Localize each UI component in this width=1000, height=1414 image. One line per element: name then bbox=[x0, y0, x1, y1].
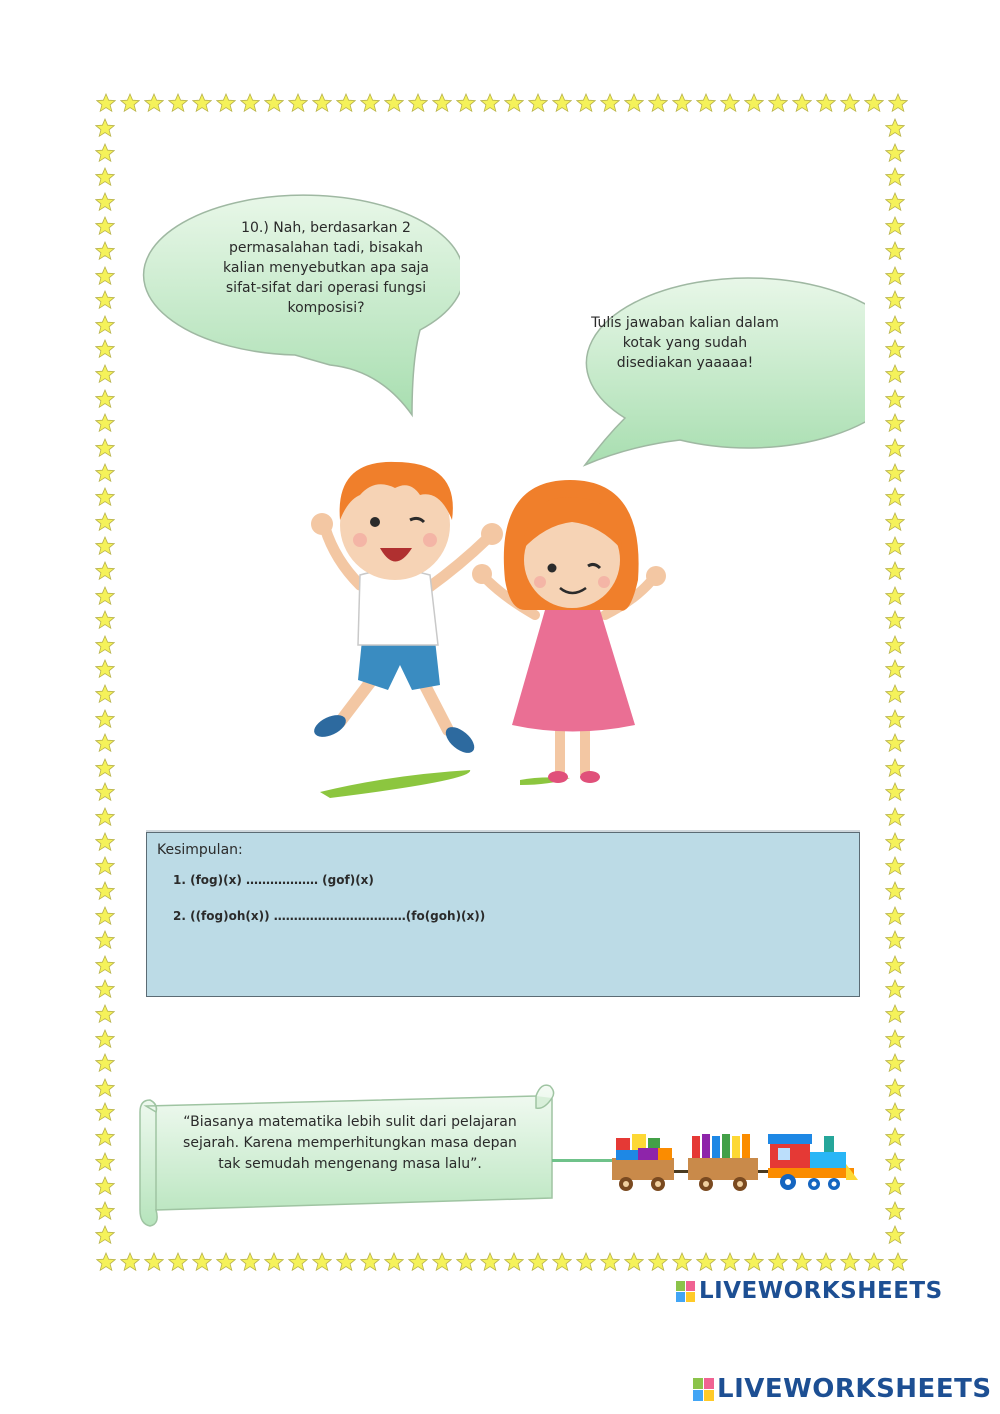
star-icon bbox=[792, 93, 812, 113]
star-icon bbox=[885, 266, 905, 286]
star-icon bbox=[816, 1252, 836, 1272]
star-icon bbox=[885, 216, 905, 236]
star-icon bbox=[720, 1252, 740, 1272]
star-icon bbox=[96, 93, 116, 113]
star-icon bbox=[95, 1078, 115, 1098]
star-icon bbox=[885, 1152, 905, 1172]
star-icon bbox=[95, 1053, 115, 1073]
boy-figure bbox=[311, 462, 503, 758]
star-icon bbox=[885, 512, 905, 532]
star-icon bbox=[95, 1127, 115, 1147]
star-icon bbox=[672, 1252, 692, 1272]
star-icon bbox=[576, 1252, 596, 1272]
brand-text-top: LIVEWORKSHEETS bbox=[699, 1278, 943, 1304]
star-icon bbox=[648, 1252, 668, 1272]
star-icon bbox=[120, 1252, 140, 1272]
star-icon bbox=[360, 93, 380, 113]
star-icon bbox=[168, 1252, 188, 1272]
star-icon bbox=[885, 1127, 905, 1147]
star-icon bbox=[95, 536, 115, 556]
star-icon bbox=[672, 93, 692, 113]
star-icon bbox=[885, 635, 905, 655]
star-icon bbox=[888, 1252, 908, 1272]
star-icon bbox=[885, 192, 905, 212]
star-icon bbox=[885, 487, 905, 507]
star-icon bbox=[408, 93, 428, 113]
conclusion-box bbox=[146, 832, 860, 997]
star-icon bbox=[648, 93, 668, 113]
star-icon bbox=[384, 93, 404, 113]
star-icon bbox=[885, 118, 905, 138]
star-icon bbox=[95, 856, 115, 876]
star-icon bbox=[744, 93, 764, 113]
star-icon bbox=[885, 438, 905, 458]
star-icon bbox=[885, 1225, 905, 1245]
star-icon bbox=[95, 1004, 115, 1024]
star-icon bbox=[95, 807, 115, 827]
star-icon bbox=[95, 586, 115, 606]
star-icon bbox=[192, 1252, 212, 1272]
star-icon bbox=[504, 93, 524, 113]
star-icon bbox=[95, 167, 115, 187]
star-icon bbox=[95, 339, 115, 359]
star-icon bbox=[885, 659, 905, 679]
star-icon bbox=[95, 512, 115, 532]
star-icon bbox=[95, 266, 115, 286]
star-icon bbox=[95, 1152, 115, 1172]
star-icon bbox=[624, 1252, 644, 1272]
star-icon bbox=[95, 1029, 115, 1049]
star-icon bbox=[168, 93, 188, 113]
star-icon bbox=[885, 290, 905, 310]
girl-figure bbox=[472, 480, 666, 783]
star-icon bbox=[885, 955, 905, 975]
star-icon bbox=[95, 192, 115, 212]
star-icon bbox=[95, 315, 115, 335]
live-badge-icon bbox=[676, 1281, 696, 1303]
star-icon bbox=[600, 1252, 620, 1272]
star-icon bbox=[216, 1252, 236, 1272]
star-icon bbox=[95, 979, 115, 999]
star-icon bbox=[336, 1252, 356, 1272]
star-icon bbox=[216, 93, 236, 113]
star-icon bbox=[885, 758, 905, 778]
star-icon bbox=[885, 586, 905, 606]
star-icon bbox=[885, 881, 905, 901]
star-icon bbox=[720, 93, 740, 113]
star-icon bbox=[312, 93, 332, 113]
quote-text: “Biasanya matematika lebih sulit dari pelajaran sejarah. Karena memperhitungkan masa depan tak semudah mengenang masa lalu”. bbox=[183, 1114, 517, 1172]
star-icon bbox=[95, 290, 115, 310]
star-icon bbox=[885, 807, 905, 827]
star-icon bbox=[240, 93, 260, 113]
brand-text-bottom: LIVEWORKSHEETS bbox=[717, 1374, 992, 1404]
star-icon bbox=[95, 610, 115, 630]
star-icon bbox=[120, 93, 140, 113]
star-icon bbox=[885, 1004, 905, 1024]
star-icon bbox=[95, 143, 115, 163]
star-icon bbox=[384, 1252, 404, 1272]
star-icon bbox=[885, 610, 905, 630]
star-icon bbox=[336, 93, 356, 113]
star-icon bbox=[885, 856, 905, 876]
star-icon bbox=[624, 93, 644, 113]
star-icon bbox=[885, 389, 905, 409]
star-icon bbox=[480, 1252, 500, 1272]
star-icon bbox=[768, 93, 788, 113]
star-icon bbox=[95, 1102, 115, 1122]
star-icon bbox=[288, 1252, 308, 1272]
star-icon bbox=[885, 906, 905, 926]
star-icon bbox=[885, 241, 905, 261]
star-icon bbox=[360, 1252, 380, 1272]
conclusion-title: Kesimpulan: bbox=[157, 842, 243, 858]
star-icon bbox=[95, 832, 115, 852]
star-icon bbox=[95, 487, 115, 507]
star-icon bbox=[95, 463, 115, 483]
star-border-right bbox=[885, 118, 907, 1246]
star-icon bbox=[840, 93, 860, 113]
star-icon bbox=[885, 463, 905, 483]
star-icon bbox=[95, 733, 115, 753]
star-icon bbox=[504, 1252, 524, 1272]
star-icon bbox=[95, 118, 115, 138]
star-icon bbox=[885, 536, 905, 556]
star-icon bbox=[192, 93, 212, 113]
star-icon bbox=[240, 1252, 260, 1272]
star-icon bbox=[816, 93, 836, 113]
star-icon bbox=[96, 1252, 116, 1272]
star-icon bbox=[95, 684, 115, 704]
kids-illustration bbox=[300, 440, 680, 805]
star-icon bbox=[885, 561, 905, 581]
star-icon bbox=[528, 93, 548, 113]
star-icon bbox=[840, 1252, 860, 1272]
star-icon bbox=[885, 364, 905, 384]
star-icon bbox=[408, 1252, 428, 1272]
conclusion-item-2: 2. ((fog)oh(x)) ……………………………(fo(goh)(x)) bbox=[173, 909, 486, 923]
toy-train-illustration bbox=[606, 1124, 860, 1196]
star-icon bbox=[792, 1252, 812, 1272]
live-badge-icon bbox=[693, 1378, 715, 1402]
star-icon bbox=[885, 930, 905, 950]
star-icon bbox=[288, 93, 308, 113]
star-icon bbox=[456, 93, 476, 113]
star-icon bbox=[95, 389, 115, 409]
star-icon bbox=[885, 733, 905, 753]
star-icon bbox=[264, 1252, 284, 1272]
star-icon bbox=[95, 659, 115, 679]
star-icon bbox=[768, 1252, 788, 1272]
star-icon bbox=[885, 1176, 905, 1196]
star-icon bbox=[528, 1252, 548, 1272]
star-icon bbox=[95, 906, 115, 926]
star-icon bbox=[95, 413, 115, 433]
star-icon bbox=[95, 561, 115, 581]
star-icon bbox=[885, 1053, 905, 1073]
star-icon bbox=[696, 1252, 716, 1272]
question-text: 10.) Nah, berdasarkan 2 permasalahan tadi, bisakah kalian menyebutkan apa saja sifat-sifat dari operasi fungsi komposisi? bbox=[223, 220, 429, 316]
star-icon bbox=[95, 364, 115, 384]
star-icon bbox=[95, 438, 115, 458]
instruction-text: Tulis jawaban kalian dalam kotak yang sudah disediakan yaaaaa! bbox=[591, 315, 779, 371]
star-icon bbox=[885, 782, 905, 802]
star-icon bbox=[432, 93, 452, 113]
star-icon bbox=[95, 782, 115, 802]
liveworksheets-logo-top bbox=[676, 1278, 943, 1306]
star-icon bbox=[480, 93, 500, 113]
star-icon bbox=[885, 143, 905, 163]
star-border-bottom bbox=[96, 1252, 908, 1274]
star-icon bbox=[95, 241, 115, 261]
liveworksheets-logo-bottom bbox=[693, 1374, 993, 1406]
star-icon bbox=[696, 93, 716, 113]
star-icon bbox=[312, 1252, 332, 1272]
conclusion-item-1: 1. (fog)(x) ……………… (gof)(x) bbox=[173, 873, 374, 887]
star-icon bbox=[885, 684, 905, 704]
star-icon bbox=[552, 93, 572, 113]
star-icon bbox=[885, 832, 905, 852]
star-icon bbox=[95, 1201, 115, 1221]
star-icon bbox=[144, 1252, 164, 1272]
star-icon bbox=[95, 758, 115, 778]
star-icon bbox=[885, 1078, 905, 1098]
star-icon bbox=[864, 1252, 884, 1272]
star-border-left bbox=[95, 118, 117, 1246]
star-icon bbox=[744, 1252, 764, 1272]
star-icon bbox=[552, 1252, 572, 1272]
star-icon bbox=[885, 339, 905, 359]
star-icon bbox=[144, 93, 164, 113]
star-icon bbox=[888, 93, 908, 113]
scroll-connector-line bbox=[552, 1159, 614, 1162]
star-icon bbox=[95, 216, 115, 236]
star-icon bbox=[456, 1252, 476, 1272]
star-icon bbox=[95, 635, 115, 655]
star-icon bbox=[885, 1102, 905, 1122]
star-icon bbox=[95, 881, 115, 901]
star-border-top bbox=[96, 93, 908, 115]
star-icon bbox=[95, 1225, 115, 1245]
star-icon bbox=[885, 709, 905, 729]
star-icon bbox=[95, 709, 115, 729]
star-icon bbox=[885, 413, 905, 433]
star-icon bbox=[95, 955, 115, 975]
star-icon bbox=[432, 1252, 452, 1272]
star-icon bbox=[885, 167, 905, 187]
star-icon bbox=[95, 930, 115, 950]
star-icon bbox=[885, 315, 905, 335]
star-icon bbox=[885, 979, 905, 999]
star-icon bbox=[864, 93, 884, 113]
star-icon bbox=[264, 93, 284, 113]
star-icon bbox=[576, 93, 596, 113]
star-icon bbox=[885, 1029, 905, 1049]
star-icon bbox=[95, 1176, 115, 1196]
star-icon bbox=[600, 93, 620, 113]
star-icon bbox=[885, 1201, 905, 1221]
